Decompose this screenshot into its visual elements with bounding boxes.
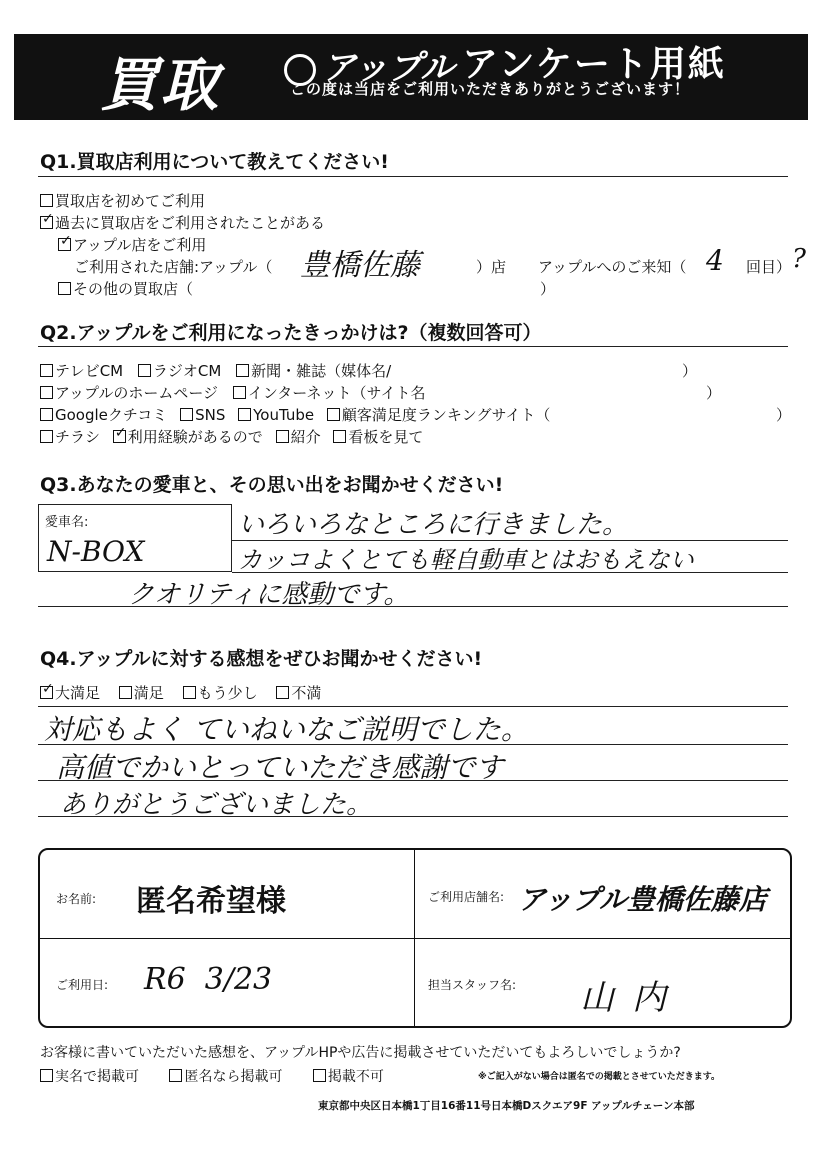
option-label: 不満 — [291, 684, 322, 702]
option-label: 顧客満足度ランキングサイト（ — [341, 406, 551, 424]
memory-line-3: クオリティに感動です。 — [128, 580, 410, 610]
q2-option-flyer[interactable] — [40, 428, 100, 446]
page-subtitle: この度は当店をご利用いただきありがとうございます！ — [290, 80, 691, 98]
car-name-box[interactable] — [38, 504, 232, 572]
car-name-handwritten: N-BOX — [47, 535, 145, 568]
store-label: ご利用された店舗:アップル（ — [74, 258, 273, 276]
option-label: SNS — [195, 406, 226, 424]
option-label: 大満足 — [55, 684, 101, 702]
q2-option-homepage[interactable] — [40, 384, 218, 402]
option-label: 掲載不可 — [327, 1069, 384, 1085]
checkbox[interactable] — [327, 408, 340, 421]
q2-option-google[interactable] — [40, 406, 167, 424]
name-value: 匿名希望様 — [136, 884, 286, 919]
publish-note: ※ご記入がない場合は匿名での掲載とさせていただきます。 — [478, 1072, 721, 1082]
option-label: 新聞・雑誌（媒体名/ — [251, 362, 392, 380]
q2-option-sns[interactable] — [180, 406, 225, 424]
publish-anonymous[interactable] — [169, 1069, 282, 1085]
store-handwritten: 豊橋佐藤 — [300, 248, 420, 283]
q2-row1 — [40, 360, 391, 381]
q3-question: Q3.あなたの愛車と、その思い出をお聞かせください! — [40, 474, 504, 496]
checkbox[interactable] — [40, 430, 53, 443]
checkbox[interactable] — [40, 194, 53, 207]
checkbox[interactable] — [276, 430, 289, 443]
q2-option-tvcm[interactable] — [40, 362, 123, 380]
checkbox-checked[interactable]: ✓ — [42, 211, 54, 227]
row2-close: ） — [706, 384, 722, 402]
q2-option-signboard[interactable] — [333, 428, 423, 446]
visit-handwritten: 4 — [706, 244, 724, 277]
option-label: YouTube — [253, 406, 315, 424]
option-label: 実名で掲載可 — [55, 1069, 139, 1085]
q4-ratings — [40, 682, 321, 703]
header-banner — [14, 34, 808, 120]
comment-line-1: 対応もよく ていねいなご説明でした。 — [44, 713, 529, 746]
q1-option-apple[interactable] — [58, 234, 206, 255]
kaitori-logo: 買取 — [100, 51, 221, 119]
card-divider-h — [40, 938, 790, 939]
checkbox[interactable] — [183, 686, 196, 699]
store-name-label: ご利用店舗名: — [428, 890, 505, 904]
visit-suffix: 回目） — [746, 258, 792, 276]
checkbox[interactable] — [40, 364, 53, 377]
q2-option-radiocm[interactable] — [138, 362, 221, 380]
name-label: お名前: — [56, 892, 97, 906]
customer-info-card — [38, 848, 792, 1028]
option-label: チラシ — [55, 428, 101, 446]
checkbox[interactable] — [58, 282, 71, 295]
date-value: R6 3/23 — [144, 962, 273, 997]
publish-real-name[interactable] — [40, 1069, 139, 1085]
option-label: 満足 — [133, 684, 164, 702]
publish-no[interactable] — [313, 1069, 384, 1085]
checkbox[interactable] — [40, 386, 53, 399]
brand-text: アップル — [322, 48, 455, 88]
option-label: アップルのホームページ — [55, 384, 219, 402]
q1-option-other[interactable] — [58, 278, 193, 299]
option-label: 買取店を初めてご利用 — [55, 192, 206, 210]
rating-so-so[interactable] — [183, 684, 258, 702]
date-label: ご利用日: — [56, 978, 109, 992]
memory-line-1: いろいろなところに行きました。 — [238, 510, 629, 540]
staff-label: 担当スタッフ名: — [428, 978, 517, 992]
other-close: ） — [540, 280, 556, 298]
store-name-value: アップル豊橋佐藤店 — [518, 883, 767, 916]
checkbox[interactable] — [313, 1069, 326, 1082]
checkbox-checked[interactable]: ✓ — [42, 681, 54, 697]
store-suffix: ）店 — [476, 258, 507, 276]
q2-option-referral[interactable] — [276, 428, 321, 446]
rating-satisfied[interactable] — [119, 684, 164, 702]
divider — [38, 176, 788, 177]
publish-options — [40, 1066, 384, 1086]
option-label: その他の買取店（ — [73, 280, 194, 298]
checkbox[interactable] — [169, 1069, 182, 1082]
visit-mark: ? — [792, 244, 806, 274]
option-label: Googleクチコミ — [55, 406, 168, 424]
checkbox[interactable] — [333, 430, 346, 443]
checkbox[interactable] — [40, 1069, 53, 1082]
visit-label: アップルへのご来知（ — [538, 258, 687, 276]
option-label: 紹介 — [290, 428, 321, 446]
memory-line-2: カッコよくとても軽自動車とはおもえない — [238, 546, 694, 574]
rating-unsatisfied[interactable] — [276, 684, 321, 702]
q4-question: Q4.アップルに対する感想をぜひお聞かせください! — [40, 648, 483, 670]
q2-question: Q2.アップルをご利用になったきっかけは?（複数回答可） — [40, 322, 542, 344]
staff-value: 山内 — [580, 978, 684, 1018]
option-label: もう少し — [197, 684, 258, 702]
checkbox[interactable] — [40, 408, 53, 421]
q1-question: Q1.買取店利用について教えてください! — [40, 151, 389, 173]
checkbox[interactable] — [233, 386, 246, 399]
option-label: ラジオCM — [152, 362, 222, 380]
option-label: 看板を見て — [348, 428, 424, 446]
divider — [38, 346, 788, 347]
page-title: アンケート用紙 — [462, 44, 726, 85]
q2-option-ranking[interactable] — [327, 406, 551, 424]
checkbox-checked[interactable]: ✓ — [60, 233, 72, 249]
checkbox[interactable] — [180, 408, 193, 421]
q2-row2 — [40, 382, 425, 403]
option-label: 利用経験があるので — [127, 428, 263, 446]
q2-row4 — [40, 426, 423, 447]
checkbox[interactable] — [138, 364, 151, 377]
publish-question: お客様に書いていただいた感想を、アップルHPや広告に掲載させていただいてもよろしいでしょうか? — [40, 1045, 681, 1061]
q1-option-past[interactable] — [40, 212, 325, 233]
hq-address: 東京都中央区日本橋1丁目16番11号日本橋Dスクエア9F アップルチェーン本部 — [318, 1100, 695, 1112]
q2-option-newspaper[interactable] — [236, 362, 391, 380]
q2-option-internet[interactable] — [233, 384, 426, 402]
checkbox-checked[interactable]: ✓ — [114, 425, 127, 441]
option-label: 匿名なら掲載可 — [184, 1069, 283, 1085]
row1-close: ） — [682, 362, 698, 380]
option-label: インターネット（サイト名 — [247, 384, 426, 402]
car-name-label: 愛車名: — [45, 515, 89, 530]
answer-line — [38, 706, 788, 707]
checkbox[interactable] — [238, 408, 251, 421]
comment-line-3: ありがとうございました。 — [60, 790, 373, 820]
q1-option-first[interactable] — [40, 190, 205, 211]
rating-very-satisfied[interactable] — [40, 681, 101, 702]
row3-close: ） — [776, 406, 792, 424]
checkbox[interactable] — [276, 686, 289, 699]
option-label: アップル店をご利用 — [73, 236, 207, 254]
option-label: 過去に買取店をご利用されたことがある — [55, 214, 326, 232]
option-label: テレビCM — [55, 362, 124, 380]
q2-option-experience[interactable] — [113, 425, 263, 446]
q2-option-youtube[interactable] — [238, 406, 314, 424]
checkbox[interactable] — [236, 364, 249, 377]
comment-line-2: 高値でかいとっていただき感謝です — [56, 751, 504, 784]
checkbox[interactable] — [119, 686, 132, 699]
q2-row3 — [40, 404, 550, 425]
